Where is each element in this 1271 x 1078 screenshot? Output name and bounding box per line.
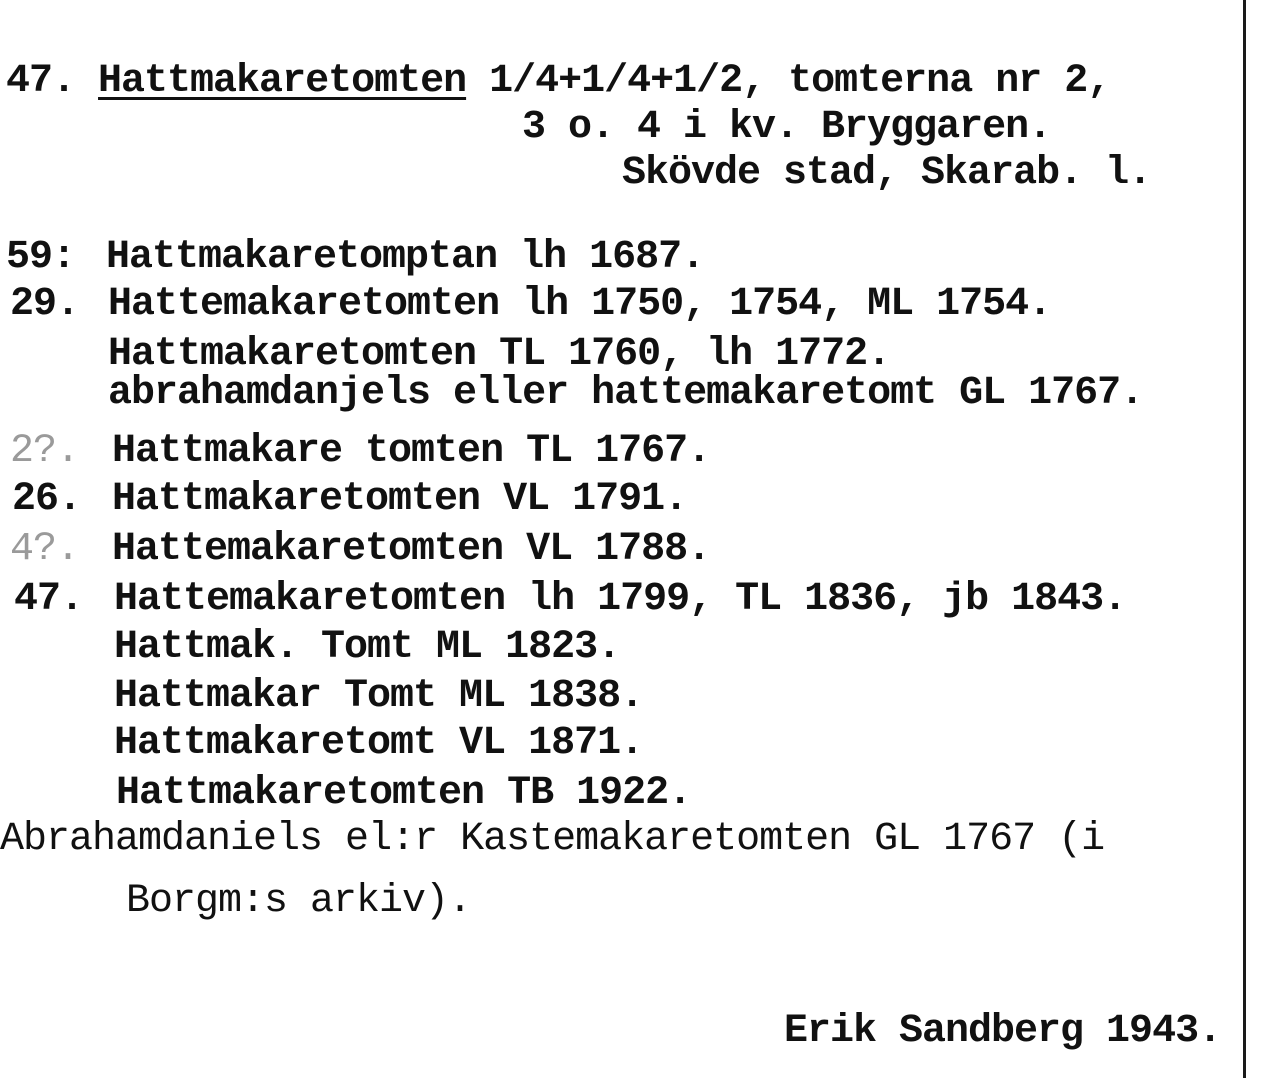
entry-row (114, 722, 643, 766)
entry-number: 29. (10, 282, 80, 327)
header-line1-rest: 1/4+1/4+1/2, tomterna nr 2, (489, 59, 1111, 104)
entry-row (114, 626, 620, 670)
entry-text: Hattemakaretomten lh 1799, TL 1836, jb 1843. (114, 577, 1127, 622)
entry-row (116, 772, 691, 816)
entry-text: Hattmakar Tomt ML 1838. (114, 674, 644, 719)
header-number: 47. (6, 59, 76, 104)
header-line-3: Skövde stad, Skarab. l. (622, 151, 1152, 196)
entry-row (10, 528, 710, 572)
header-name: Hattmakaretomten (98, 59, 467, 104)
entry-row (6, 236, 704, 280)
entry-text: Hattmakaretomten TL 1760, lh 1772. (108, 332, 891, 377)
entry-text: Hattmakaretomptan lh 1687. (106, 235, 705, 280)
card-right-edge (1243, 0, 1246, 1078)
entry-row (14, 578, 1126, 622)
entry-number: 2?. (10, 429, 80, 474)
entry-number: 59: (6, 235, 76, 280)
signature: Erik Sandberg 1943. (784, 1009, 1222, 1054)
entry-number: 26. (12, 477, 82, 522)
entry-text: Hattmakare tomten TL 1767. (112, 429, 711, 474)
entry-text: Hattmakaretomt VL 1871. (114, 721, 644, 766)
entry-number: 4?. (10, 527, 80, 572)
header-line-2: 3 o. 4 i kv. Bryggaren. (522, 105, 1052, 150)
note-line-1: Abrahamdaniels el:r Kastemakaretomten GL 1767 (i (0, 817, 1105, 862)
entry-row (10, 283, 1051, 327)
entry-row (114, 675, 643, 719)
entry-text: Hattmakaretomten VL 1791. (112, 477, 688, 522)
entry-text: Hattemakaretomten lh 1750, 1754, ML 1754. (108, 282, 1052, 327)
entry-number: 47. (14, 577, 84, 622)
header-line-1 (6, 60, 1110, 104)
entry-text: abrahamdanjels eller hattemakaretomt GL 1767. (108, 371, 1144, 416)
entry-row (10, 430, 710, 474)
entry-row (108, 372, 1143, 416)
entry-text: Hattmakaretomten TB 1922. (116, 771, 692, 816)
entry-text: Hattmak. Tomt ML 1823. (114, 625, 621, 670)
entry-row (12, 478, 687, 522)
note-line-2: Borgm:s arkiv). (126, 879, 472, 924)
entry-text: Hattemakaretomten VL 1788. (112, 527, 711, 572)
